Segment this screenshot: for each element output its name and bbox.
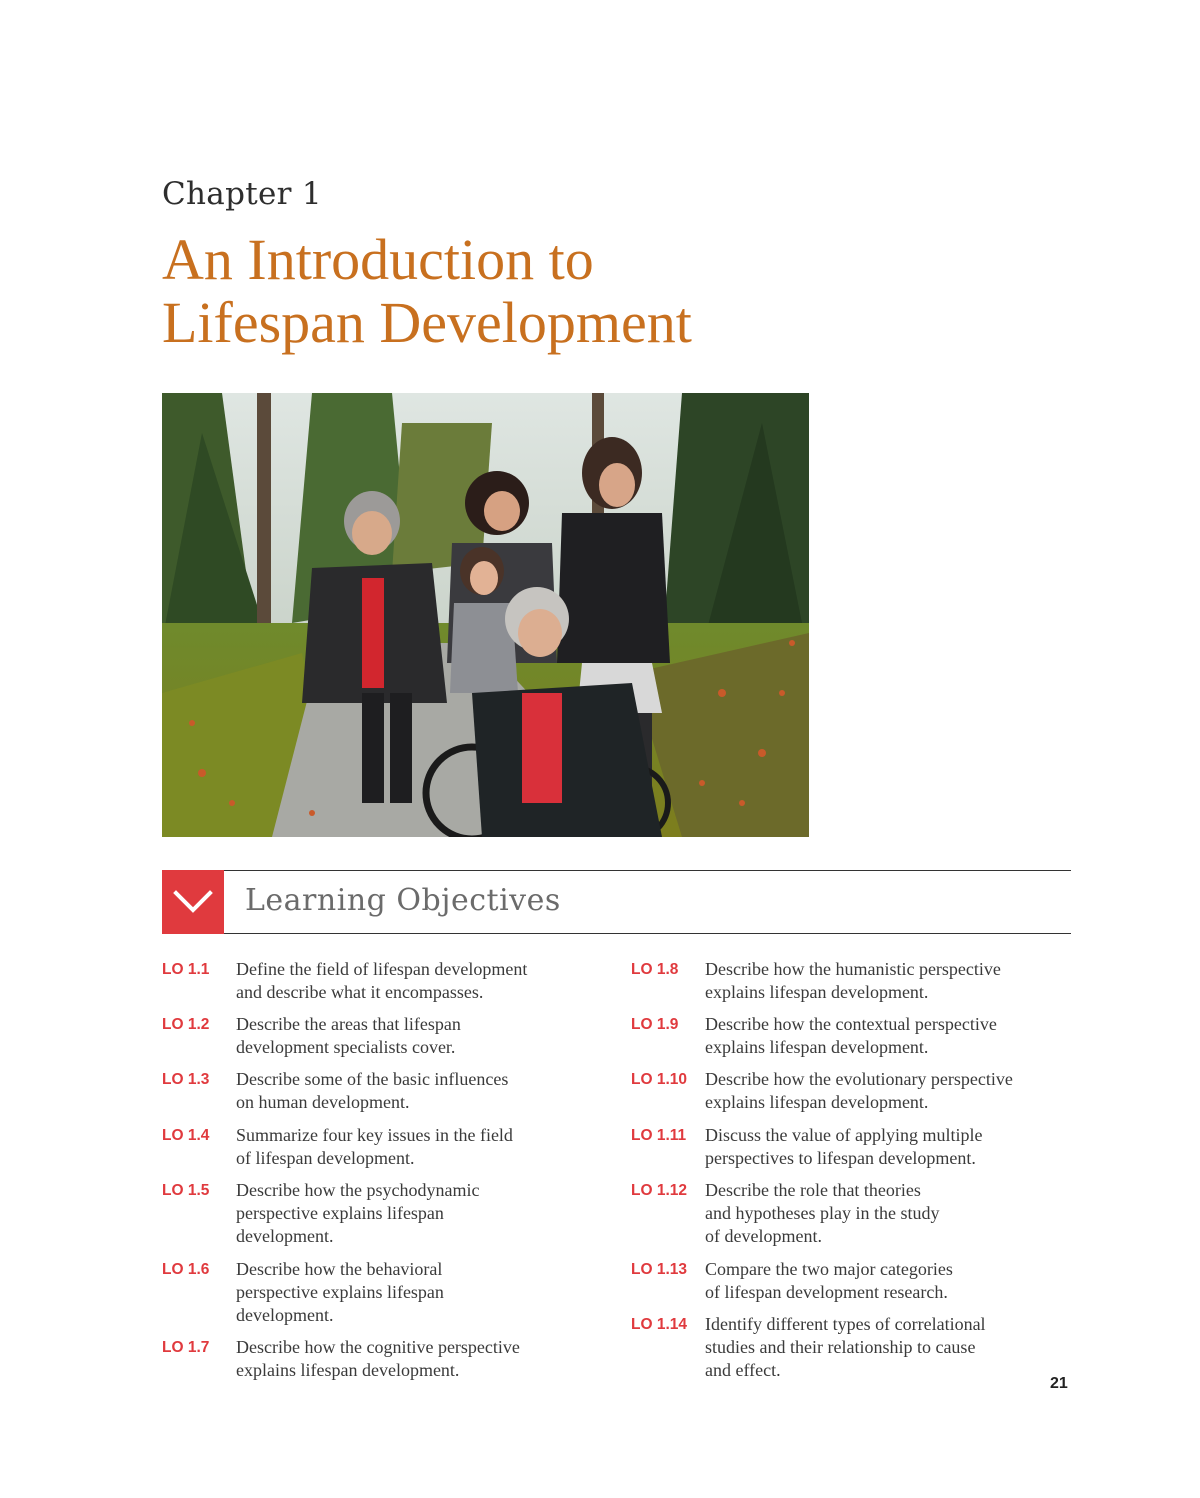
objective-code: LO 1.8 [631, 961, 679, 978]
header-rule-top [162, 870, 1071, 871]
objective-code: LO 1.6 [162, 1261, 210, 1278]
chevron-down-icon [162, 870, 224, 934]
objective-item [631, 958, 1071, 1013]
objective-text: Describe the role that theories and hypotheses play in the study of development. [705, 1180, 940, 1246]
objective-item [162, 958, 602, 1013]
objective-code: LO 1.13 [631, 1261, 687, 1278]
objective-code: LO 1.14 [631, 1316, 687, 1333]
objective-item [162, 1179, 602, 1258]
learning-objectives-header [162, 870, 1071, 934]
objective-code: LO 1.2 [162, 1016, 210, 1033]
objective-text: Discuss the value of applying multiple perspectives to lifespan development. [705, 1125, 983, 1168]
objective-code: LO 1.12 [631, 1182, 687, 1199]
objective-code: LO 1.5 [162, 1182, 210, 1199]
chapter-title [162, 228, 962, 354]
objective-item [631, 1013, 1071, 1068]
objective-item [162, 1258, 602, 1336]
objective-code: LO 1.3 [162, 1071, 210, 1088]
objective-item [162, 1068, 602, 1124]
header-rule-bottom [224, 933, 1071, 934]
objective-item [162, 1013, 602, 1068]
learning-objectives-heading: Learning Objectives [245, 883, 561, 918]
objective-text: Compare the two major categories of lifespan development research. [705, 1259, 953, 1302]
objective-text: Describe how the behavioral perspective explains lifespan development. [236, 1259, 444, 1325]
page-number: 21 [1050, 1375, 1068, 1392]
objective-item [162, 1124, 602, 1179]
chapter-title-line-2: Lifespan Development [162, 290, 692, 355]
objective-text: Describe how the evolutionary perspective explains lifespan development. [705, 1069, 1013, 1112]
objective-item [631, 1258, 1071, 1313]
objective-text: Summarize four key issues in the field of lifespan development. [236, 1125, 513, 1168]
objectives-right-column [631, 958, 1071, 1391]
objective-code: LO 1.9 [631, 1016, 679, 1033]
objective-text: Describe some of the basic influences on human development. [236, 1069, 509, 1112]
objectives-left-column [162, 958, 602, 1391]
objective-item [631, 1313, 1071, 1391]
objective-item [631, 1124, 1071, 1179]
objective-code: LO 1.10 [631, 1071, 687, 1088]
objective-text: Describe how the contextual perspective explains lifespan development. [705, 1014, 997, 1057]
objective-text: Describe how the cognitive perspective explains lifespan development. [236, 1337, 520, 1380]
objective-item [162, 1336, 602, 1391]
chapter-title-line-1: An Introduction to [162, 227, 594, 292]
objective-text: Define the field of lifespan development and describe what it encompasses. [236, 959, 528, 1002]
chapter-label: Chapter 1 [162, 176, 322, 212]
objective-text: Identify different types of correlational studies and their relationship to cause and effect. [705, 1314, 986, 1380]
objective-code: LO 1.7 [162, 1339, 210, 1356]
chapter-opener-photo [162, 393, 809, 837]
objective-item [631, 1179, 1071, 1258]
objective-code: LO 1.11 [631, 1127, 687, 1144]
objective-text: Describe how the humanistic perspective explains lifespan development. [705, 959, 1001, 1002]
objective-code: LO 1.1 [162, 961, 210, 978]
objective-code: LO 1.4 [162, 1127, 210, 1144]
objective-text: Describe how the psychodynamic perspective explains lifespan development. [236, 1180, 480, 1246]
objective-text: Describe the areas that lifespan development specialists cover. [236, 1014, 461, 1057]
objective-item [631, 1068, 1071, 1124]
